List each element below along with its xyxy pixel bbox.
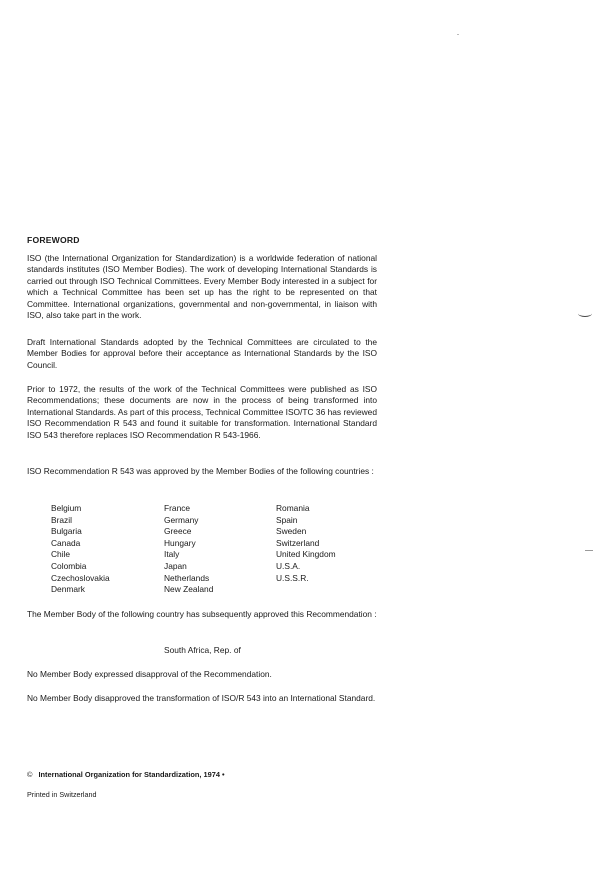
scan-mark: [457, 34, 459, 35]
country-item: Japan: [164, 560, 187, 571]
country-item: Germany: [164, 514, 199, 525]
draft-standards-paragraph: Draft International Standards adopted by the Technical Committees are circulated to the Member Bodies for approval before their acceptance as International Standards by the ISO Council.: [27, 337, 377, 370]
country-item: Netherlands: [164, 572, 210, 583]
approval-paragraph: ISO Recommendation R 543 was approved by the Member Bodies of the following countries :: [27, 466, 374, 476]
country-item: Italy: [164, 549, 180, 560]
countries-column-3: [276, 503, 336, 584]
intro-paragraph: ISO (the International Organization for Standardization) is a worldwide federation of national standards institutes (ISO Member Bodies). The work of developing International Standards is carried out through ISO Technical Committees. Every Member Body interested in a subject for which a Technical Committee has been set up has the right to be represented on that Committee. International organizations, governmental and non-governmental, in liaison with ISO, also take part in the work.: [27, 253, 377, 321]
countries-column-2: [164, 503, 213, 596]
country-item: Denmark: [51, 584, 85, 595]
history-paragraph: Prior to 1972, the results of the work of the Technical Committees were published as ISO Recommendations; these documents are now in the process of being transformed into International Standards. As part of this process, Technical Committee ISO/TC 36 has reviewed ISO Recommendation R 543 and found it suitable for transformation. International Standard ISO 543 therefore replaces ISO Recommendation R 543-1966.: [27, 384, 377, 440]
scan-mark: [585, 550, 593, 551]
country-item: Switzerland: [276, 537, 320, 548]
country-item: Sweden: [276, 526, 307, 537]
country-item: U.S.A.: [276, 560, 301, 571]
country-item: Brazil: [51, 514, 72, 525]
country-item: Canada: [51, 537, 81, 548]
country-item: Hungary: [164, 537, 196, 548]
scan-mark: [578, 310, 592, 317]
country-item: Chile: [51, 549, 71, 560]
subsequent-country: South Africa, Rep. of: [164, 645, 241, 655]
country-item: France: [164, 503, 191, 513]
copyright-line: [27, 770, 225, 779]
countries-column-1: [51, 503, 110, 596]
country-item: Czechoslovakia: [51, 572, 110, 583]
copyright-icon: ©: [27, 770, 33, 779]
country-item: New Zealand: [164, 584, 214, 595]
country-item: Greece: [164, 526, 192, 537]
transformation-paragraph: No Member Body disapproved the transformation of ISO/R 543 into an International Standard.: [27, 693, 376, 703]
country-item: Spain: [276, 514, 298, 525]
country-item: United Kingdom: [276, 549, 336, 560]
country-item: Romania: [276, 503, 310, 513]
country-item: Belgium: [51, 503, 82, 513]
country-item: Bulgaria: [51, 526, 82, 537]
disapproval-paragraph: No Member Body expressed disapproval of the Recommendation.: [27, 669, 272, 679]
country-item: Colombia: [51, 560, 87, 571]
subsequent-approval-paragraph: The Member Body of the following country has subsequently approved this Recommendation :: [27, 609, 377, 619]
copyright-text: International Organization for Standardization, 1974 •: [38, 770, 225, 779]
printed-in-note: Printed in Switzerland: [27, 790, 97, 799]
country-item: U.S.S.R.: [276, 572, 309, 583]
foreword-heading: FOREWORD: [27, 235, 80, 245]
